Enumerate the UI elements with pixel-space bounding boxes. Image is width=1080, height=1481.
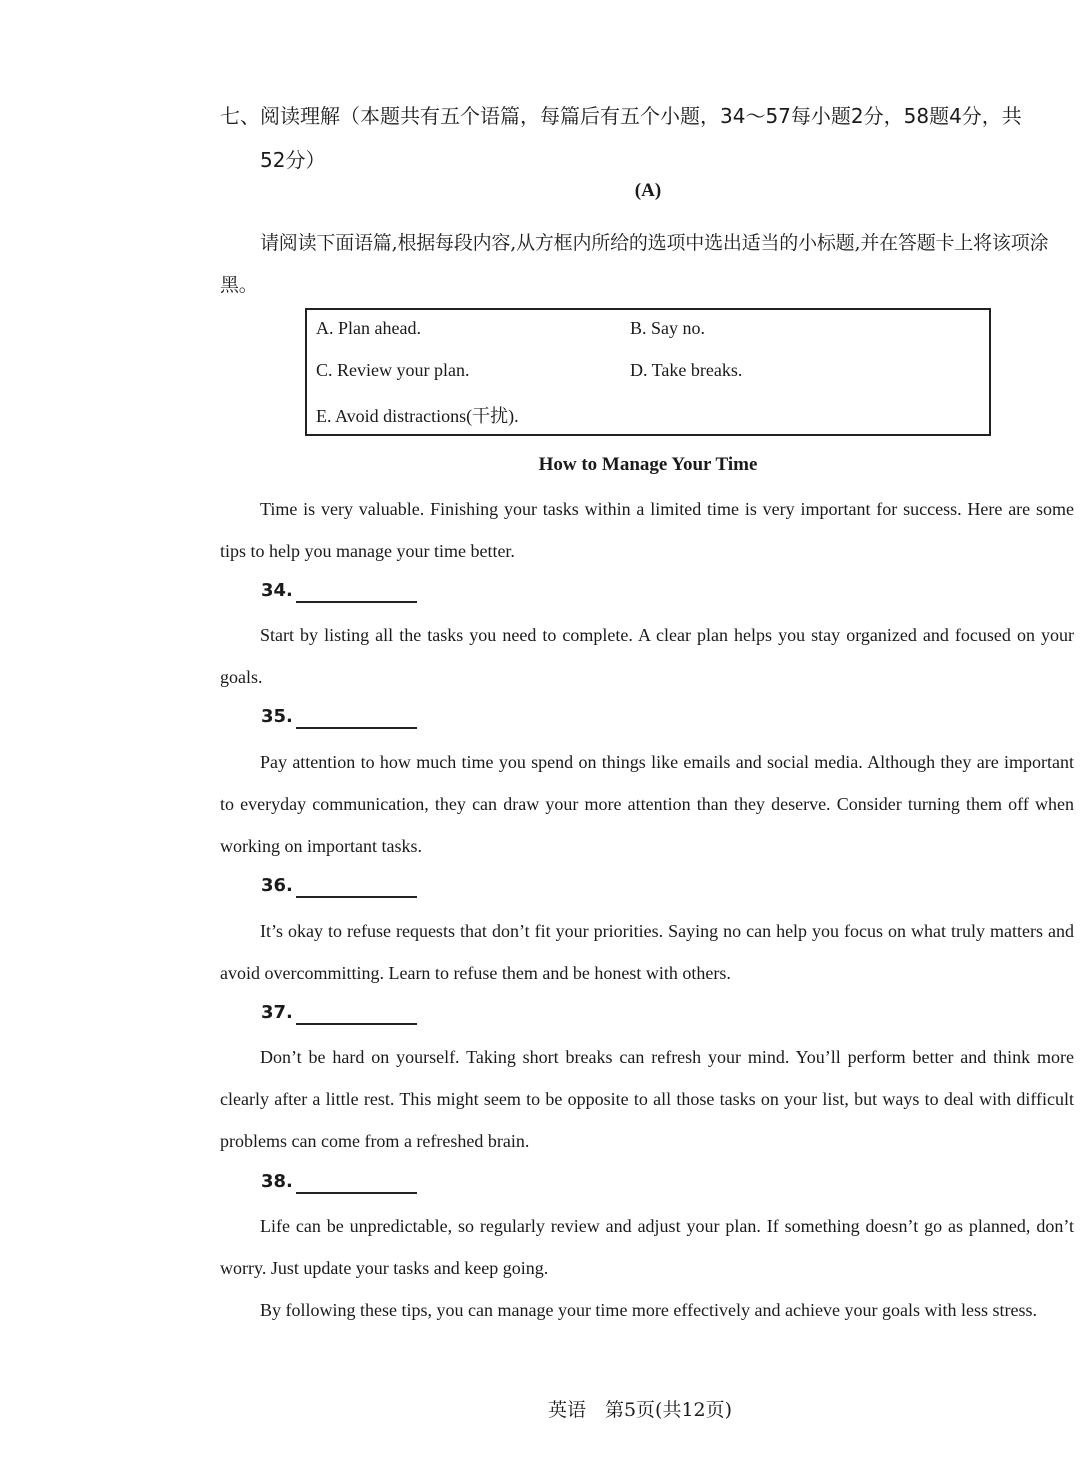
- section-heading: [220, 94, 1080, 182]
- page-footer: 英语 第5页(共12页): [547, 1399, 733, 1421]
- answer-blank-36[interactable]: [296, 896, 417, 898]
- passage-title: How to Manage Your Time: [538, 454, 758, 475]
- question-number-34: 34.: [261, 580, 293, 601]
- question-number-36: 36.: [261, 875, 293, 896]
- option-b: B. Say no.: [630, 318, 706, 338]
- paragraph-38: Life can be unpredictable, so regularly review and adjust your plan. If something doesn’t go as planned, don’t worry. Just update your tasks and keep going.: [220, 1216, 1074, 1278]
- option-d: D. Take breaks.: [630, 360, 743, 380]
- paragraph-37: Don’t be hard on yourself. Taking short breaks can refresh your mind. You’ll perform better and think more clearly after a little rest. This might seem to be opposite to all those tasks on your list, but ways to deal with difficult problems can come from a refreshed brain.: [220, 1047, 1074, 1151]
- section-heading-line1: 七、阅读理解（本题共有五个语篇，每篇后有五个小题，34～57每小题2分，58题4分，共: [220, 104, 1022, 128]
- question-number-35: 35.: [261, 706, 293, 727]
- answer-blank-35[interactable]: [296, 727, 417, 729]
- instructions: 请阅读下面语篇,根据每段内容,从方框内所给的选项中选出适当的小标题,并在答题卡上将该项涂黑。: [220, 232, 1049, 296]
- paragraph-36: It’s okay to refuse requests that don’t fit your priorities. Saying no can help you focus on what truly matters and avoid overcommitting. Learn to refuse them and be honest with others.: [220, 921, 1074, 983]
- option-a: A. Plan ahead.: [316, 318, 421, 338]
- answer-blank-34[interactable]: [296, 601, 417, 603]
- paragraph-34: Start by listing all the tasks you need to complete. A clear plan helps you stay organized and focused on your goals.: [220, 625, 1074, 687]
- paragraph-35: Pay attention to how much time you spend on things like emails and social media. Although they are important to everyday communication, they can draw your more attention than they deserve. Consider turning them off when working on important tasks.: [220, 752, 1074, 856]
- question-number-38: 38.: [261, 1171, 293, 1192]
- question-number-37: 37.: [261, 1002, 293, 1023]
- answer-blank-38[interactable]: [296, 1192, 417, 1194]
- option-e: E. Avoid distractions(干扰).: [316, 406, 519, 426]
- option-c: C. Review your plan.: [316, 360, 470, 380]
- conclusion-paragraph: By following these tips, you can manage your time more effectively and achieve your goals with less stress.: [260, 1300, 1037, 1320]
- answer-blank-37[interactable]: [296, 1023, 417, 1025]
- intro-paragraph: Time is very valuable. Finishing your tasks within a limited time is very important for success. Here are some tips to help you manage your time better.: [220, 499, 1074, 561]
- section-heading-line2: 52分）: [260, 148, 326, 172]
- part-label: (A): [634, 180, 662, 201]
